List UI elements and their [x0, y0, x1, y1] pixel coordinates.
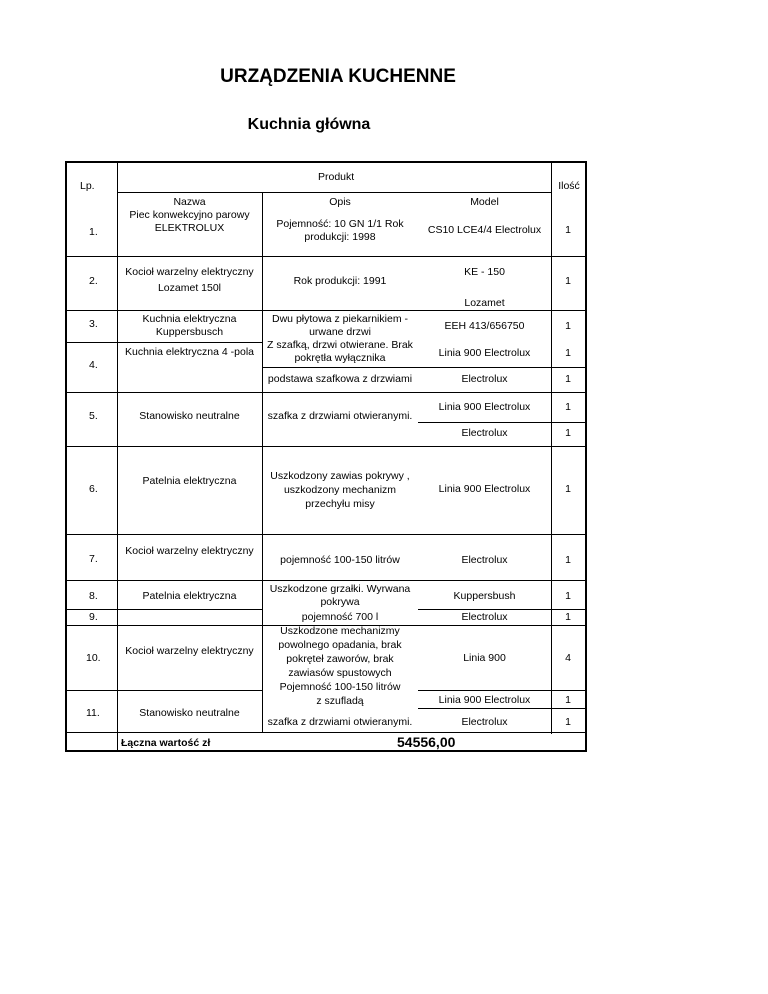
row-model: Linia 900 Electrolux — [438, 694, 531, 706]
row-ilosc: 1 — [565, 224, 571, 236]
row-opis: urwane drzwi — [309, 326, 371, 338]
row-lp: 3. — [89, 318, 98, 330]
row-divider — [65, 609, 262, 610]
row-model: Electrolux — [461, 373, 508, 385]
row-model: CS10 LCE4/4 Electrolux — [427, 224, 542, 236]
row-divider — [65, 446, 587, 447]
lp-column-divider — [117, 161, 118, 751]
header-model: Model — [470, 196, 499, 208]
row-lp: 10. — [86, 652, 101, 664]
row-opis: zawiasów spustowych — [288, 667, 392, 679]
row-model: Electrolux — [461, 427, 508, 439]
row-divider — [262, 367, 587, 368]
row-ilosc: 1 — [565, 483, 571, 495]
row-opis: przechyłu misy — [305, 498, 375, 510]
row-model: Electrolux — [461, 554, 508, 566]
row-opis: Uszkodzone mechanizmy — [280, 625, 400, 637]
row-model: Linia 900 Electrolux — [438, 401, 531, 413]
page-title: URZĄDZENIA KUCHENNE — [220, 66, 456, 87]
row-opis: pokrętła wyłącznika — [294, 352, 386, 364]
row-divider — [418, 609, 587, 610]
row-opis: pojemność 100-150 litrów — [280, 554, 400, 566]
row-opis: Z szafką, drzwi otwierane. Brak — [267, 339, 413, 351]
row-nazwa: Stanowisko neutralne — [139, 410, 240, 422]
row-opis: pojemność 700 l — [301, 611, 379, 623]
row-opis: produkcji: 1998 — [304, 231, 376, 243]
header-opis: Opis — [329, 196, 351, 208]
row-model: Kuppersbush — [453, 590, 516, 602]
row-lp: 11. — [86, 707, 100, 719]
section-subtitle: Kuchnia główna — [247, 116, 371, 133]
header-produkt: Produkt — [318, 171, 355, 183]
row-lp: 1. — [89, 226, 98, 238]
table-border-right — [585, 161, 587, 752]
row-divider — [65, 256, 587, 257]
row-nazwa: Lozamet 150l — [157, 282, 222, 294]
row-lp: 4. — [89, 359, 98, 371]
row-ilosc: 1 — [565, 611, 571, 623]
row-ilosc: 1 — [565, 590, 571, 602]
row-ilosc: 1 — [565, 320, 571, 332]
row-nazwa: Piec konwekcyjno parowy — [129, 209, 250, 221]
row-opis: szafka z drzwiami otwieranymi. — [267, 410, 413, 422]
row-opis: Pojemność: 10 GN 1/1 Rok — [276, 218, 404, 230]
total-value: 54556,00 — [397, 734, 456, 750]
header-nazwa: Nazwa — [173, 196, 206, 208]
row-lp: 6. — [89, 483, 98, 495]
row-divider — [65, 580, 587, 581]
row-ilosc: 1 — [565, 694, 571, 706]
row-opis: uszkodzony mechanizm — [283, 484, 397, 496]
row-model: Linia 900 Electrolux — [438, 347, 531, 359]
row-model: Linia 900 — [463, 652, 506, 664]
row-lp: 9. — [89, 611, 98, 623]
row-ilosc: 1 — [565, 401, 571, 413]
row-nazwa: Kocioł warzelny elektryczny — [125, 645, 254, 657]
row-model: EEH 413/656750 — [444, 320, 525, 332]
row-opis: powolnego opadania, brak — [278, 639, 402, 651]
row-opis: Dwu płytowa z piekarnikiem - — [272, 313, 408, 325]
row-model: KE - 150 — [464, 266, 505, 278]
row-nazwa: Kocioł warzelny elektryczny — [125, 545, 254, 557]
row-nazwa: ELEKTROLUX — [154, 222, 225, 234]
row-divider — [65, 342, 262, 343]
row-opis: szafka z drzwiami otwieranymi. — [267, 716, 413, 728]
table-border-left — [65, 161, 67, 752]
row-ilosc: 1 — [565, 554, 571, 566]
row-opis: podstawa szafkowa z drzwiami — [267, 373, 413, 385]
row-divider — [65, 310, 587, 311]
row-divider — [65, 534, 587, 535]
row-nazwa: Stanowisko neutralne — [139, 707, 240, 719]
row-divider — [65, 732, 587, 733]
table-border-top — [65, 161, 587, 163]
row-nazwa: Patelnia elektryczna — [142, 475, 237, 487]
row-ilosc: 1 — [565, 347, 571, 359]
row-nazwa: Patelnia elektryczna — [142, 590, 237, 602]
row-divider — [418, 690, 587, 691]
row-lp: 2. — [89, 275, 98, 287]
row-model: Electrolux — [461, 611, 508, 623]
row-opis: z szufladą — [316, 695, 364, 707]
row-opis: Pojemność 100-150 litrów — [279, 681, 401, 693]
row-opis: Uszkodzone grzałki. Wyrwana — [269, 583, 411, 595]
row-divider — [65, 690, 262, 691]
row-ilosc: 1 — [565, 716, 571, 728]
row-ilosc: 4 — [565, 652, 571, 664]
header-ilosc: Ilość — [558, 180, 580, 192]
row-opis: Rok produkcji: 1991 — [293, 275, 387, 287]
row-model: Linia 900 Electrolux — [438, 483, 531, 495]
row-ilosc: 1 — [565, 373, 571, 385]
row-opis: pokrywa — [320, 596, 360, 608]
row-nazwa: Kocioł warzelny elektryczny — [125, 266, 254, 278]
row-divider — [418, 422, 587, 423]
total-label: Łączna wartość zł — [121, 737, 211, 749]
table-border-bottom — [65, 750, 587, 752]
row-opis: pokręteł zaworów, brak — [286, 653, 394, 665]
row-nazwa: Kuppersbusch — [155, 326, 224, 338]
row-model: Lozamet — [464, 297, 505, 309]
row-lp: 8. — [89, 590, 98, 602]
row-ilosc: 1 — [565, 275, 571, 287]
header-lp: Lp. — [80, 180, 95, 192]
row-nazwa: Kuchnia elektryczna 4 -pola — [125, 346, 254, 358]
row-lp: 7. — [89, 553, 98, 565]
header-divider — [117, 192, 551, 193]
row-opis: Uszkodzony zawias pokrywy , — [270, 470, 410, 482]
row-divider — [418, 708, 587, 709]
qty-column-divider — [551, 161, 552, 734]
row-lp: 5. — [89, 410, 98, 422]
row-divider — [65, 392, 587, 393]
row-model: Electrolux — [461, 716, 508, 728]
row-ilosc: 1 — [565, 427, 571, 439]
row-nazwa: Kuchnia elektryczna — [142, 313, 237, 325]
